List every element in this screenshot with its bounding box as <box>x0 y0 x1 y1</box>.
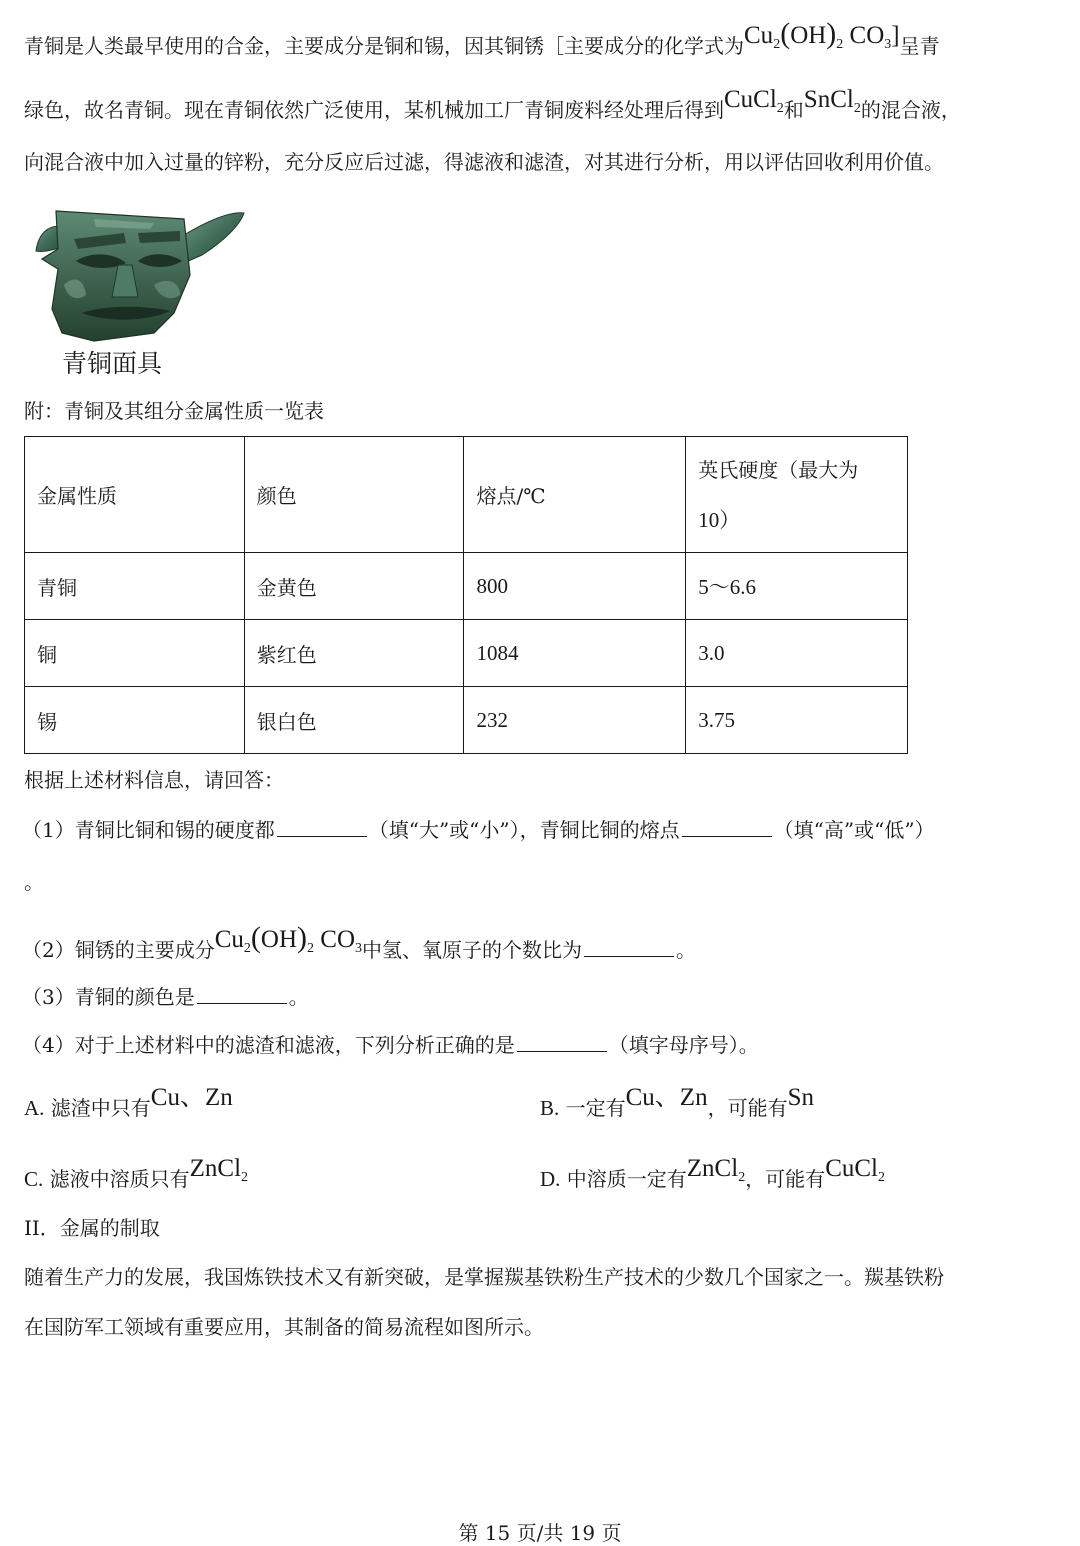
formula-copper-rust: $Cu_2(OH)_2$ $CO_3$ <box>214 921 363 956</box>
table-cell: 232 <box>464 687 686 754</box>
table-cell: 1084 <box>464 620 686 687</box>
table-header-row <box>25 437 908 553</box>
formula-sncl2: SnCl$_2$ <box>803 86 861 116</box>
table-cell: 3.0 <box>686 620 908 687</box>
intro-text: 青铜是人类最早使用的合金，主要成分是铜和锡，因其铜锈［主要成分的化学式为 <box>24 34 744 58</box>
table-cell: 金黄色 <box>244 553 464 620</box>
table-row <box>25 620 908 687</box>
table-cell: 800 <box>464 553 686 620</box>
formula-copper-rust: $Cu_2(OH)_2$ $CO_3$] <box>744 17 900 52</box>
table-cell: 青铜 <box>25 553 245 620</box>
table-header-cell: 英氏硬度（最大为 10） <box>686 437 908 553</box>
intro-line-1 <box>24 17 940 69</box>
option-a[interactable]: A. 滤渣中只有Cu、Zn <box>24 1084 233 1120</box>
intro-line-3: 向混合液中加入过量的锌粉，充分反应后过滤，得滤液和滤渣，对其进行分析，用以评估回收利用价值。 <box>24 150 944 174</box>
option-d[interactable]: D. 中溶质一定有ZnCl$_2$，可能有CuCl$_2$ <box>540 1155 885 1191</box>
table-cell: 紫红色 <box>244 620 464 687</box>
section-paragraph-line: 在国防军工领域有重要应用，其制备的简易流程如图所示。 <box>24 1315 544 1339</box>
table-cell: 5～6.6 <box>686 553 908 620</box>
question-4: （4）对于上述材料中的滤渣和滤液，下列分析正确的是 （填字母序号）。 <box>22 1033 759 1057</box>
table-cell: 3.75 <box>686 687 908 754</box>
question-2: （2）铜锈的主要成分$Cu_2(OH)_2$ $CO_3$中氢、氧原子的个数比为 。 <box>22 921 697 962</box>
formula-cucl2: CuCl$_2$ <box>724 86 784 116</box>
table-cell: 银白色 <box>244 687 464 754</box>
page-number: 第 15 页/共 19 页 <box>458 1521 622 1545</box>
answer-blank[interactable] <box>517 1033 607 1052</box>
table-row <box>25 553 908 620</box>
question-3: （3）青铜的颜色是 。 <box>22 985 309 1009</box>
question-1: （1）青铜比铜和锡的硬度都 （填“大”或“小”），青铜比铜的熔点 （填“高”或“低”） <box>22 818 935 842</box>
table-cell: 铜 <box>25 620 245 687</box>
answer-blank[interactable] <box>277 818 367 837</box>
section-paragraph-line: 随着生产力的发展，我国炼铁技术又有新突破，是掌握羰基铁粉生产技术的少数几个国家之一。羰基铁粉 <box>24 1265 944 1289</box>
table-row <box>25 687 908 754</box>
metal-properties-table <box>24 436 908 754</box>
questions-lead: 根据上述材料信息，请回答： <box>24 768 284 792</box>
answer-blank[interactable] <box>584 938 674 957</box>
intro-text-end: 呈青 <box>899 34 940 58</box>
option-b[interactable]: B. 一定有Cu、Zn，可能有Sn <box>540 1084 814 1120</box>
intro-line-2: 绿色，故名青铜。现在青铜依然广泛使用，某机械加工厂青铜废料经处理后得到CuCl$_2$和SnCl$_2$的混合液， <box>24 86 961 122</box>
option-c[interactable]: C. 滤液中溶质只有ZnCl$_2$ <box>24 1155 249 1191</box>
answer-blank[interactable] <box>197 985 287 1004</box>
table-title: 附：青铜及其组分金属性质一览表 <box>24 399 324 423</box>
table-header-cell: 颜色 <box>244 437 464 553</box>
table-header-cell: 金属性质 <box>25 437 245 553</box>
table-cell: 锡 <box>25 687 245 754</box>
section-heading: II．金属的制取 <box>24 1216 160 1240</box>
image-caption: 青铜面具 <box>62 349 163 378</box>
answer-blank[interactable] <box>682 818 772 837</box>
question-1-end: 。 <box>24 870 44 894</box>
table-header-cell: 熔点/℃ <box>464 437 686 553</box>
bronze-mask-image <box>34 205 246 347</box>
